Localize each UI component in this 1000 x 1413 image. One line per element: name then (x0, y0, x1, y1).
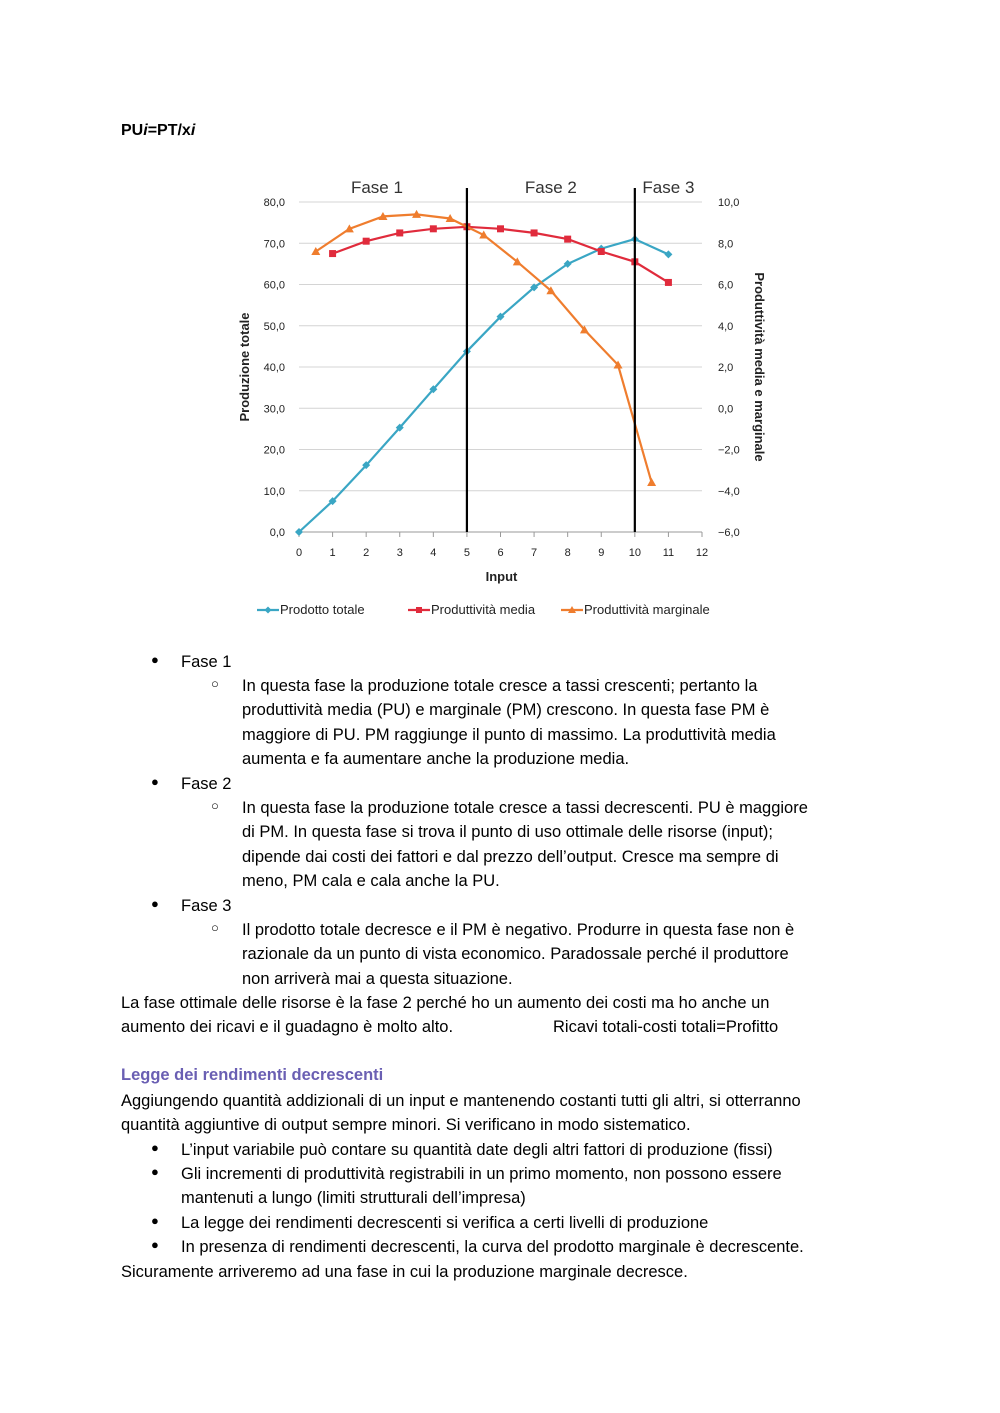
x-tick-label: 8 (564, 547, 571, 559)
y-left-tick-label: 10,0 (263, 485, 285, 498)
phase-1-line-2: produttività media (PU) e marginale (PM) crescono. In questa fase PM è (242, 701, 770, 719)
x-tick-label: 1 (329, 547, 336, 559)
phase-2-line-4: meno, PM cala e cala anche la PU. (242, 872, 500, 890)
circle-bullet-icon: ○ (211, 798, 219, 813)
x-tick-label: 9 (598, 547, 605, 559)
data-point (665, 279, 672, 286)
x-tick-label: 12 (695, 547, 709, 559)
y-left-tick-label: 40,0 (263, 362, 285, 374)
conclusion-line-2: aumento dei ricavi e il guadagno è molto alto. (121, 1018, 454, 1036)
phase-label: Fase 1 (350, 178, 403, 197)
y-left-tick-label: 30,0 (263, 403, 285, 416)
phase-3-title: Fase 3 (181, 897, 232, 915)
bullet-icon: ● (151, 1164, 159, 1179)
x-tick-label: 7 (531, 547, 538, 559)
y-right-tick-label: 0,0 (718, 403, 734, 416)
x-tick-label: 5 (463, 547, 470, 559)
phase-3-line-3: non arriverà mai a questa situazione. (242, 970, 513, 988)
phase-1-line-4: aumenta e fa aumentare anche la produzione media. (242, 750, 630, 768)
phase-1-title: Fase 1 (181, 653, 232, 671)
x-tick-label: 10 (628, 547, 641, 559)
y-left-axis-title: Produzione totale (237, 312, 252, 422)
y-left-tick-label: 0,0 (269, 527, 285, 539)
profit-formula: Ricavi totali-costi totali=Profitto (553, 1018, 779, 1036)
x-tick-label: 4 (430, 547, 437, 559)
y-right-tick-label: 10,0 (718, 197, 740, 209)
legge-bullet-2-line-1: Gli incrementi di produttività registrabili in un primo momento, non possono essere (181, 1165, 782, 1183)
series-line-1 (299, 239, 668, 532)
legge-bullet-4: In presenza di rendimenti decrescenti, la curva del prodotto marginale è decrescente. (181, 1238, 804, 1256)
legge-intro-1: Aggiungendo quantità addizionali di un input e mantenendo costanti tutti gli altri, si otterranno (121, 1092, 801, 1110)
x-tick-label: 0 (295, 547, 303, 559)
y-left-tick-label: 50,0 (263, 320, 285, 333)
legge-intro-2: quantità aggiuntive di output sempre minori. Si verificano in modo sistematico. (121, 1116, 691, 1134)
production-phases-chart (225, 170, 785, 630)
data-point (396, 229, 403, 236)
y-left-tick-label: 20,0 (263, 444, 285, 457)
phase-1-line-3: maggiore di PU. PM raggiunge il punto di massimo. La produttività media (242, 726, 776, 744)
bullet-icon: ● (151, 774, 159, 789)
legend-label: Produttività marginale (584, 602, 710, 617)
x-tick-label: 6 (497, 547, 504, 559)
y-right-tick-label: 4,0 (718, 320, 734, 333)
y-right-tick-label: −4,0 (718, 485, 740, 498)
bullet-icon: ● (151, 896, 159, 911)
phase-3-line-2: razionale da un punto di vista economico. Paradossale perché il produttore (242, 945, 789, 963)
legend-label: Produttività media (431, 602, 536, 617)
bullet-icon: ● (151, 1213, 159, 1228)
data-point (598, 248, 605, 255)
circle-bullet-icon: ○ (211, 676, 219, 691)
y-left-tick-label: 70,0 (263, 238, 285, 251)
y-right-tick-label: −6,0 (718, 527, 740, 539)
y-right-axis-title: Produttività media e marginale (752, 272, 767, 462)
series-line-2 (333, 227, 669, 283)
legend-marker (265, 607, 272, 614)
phase-2-title: Fase 2 (181, 775, 232, 793)
data-point (497, 225, 504, 232)
phase-2-line-2: di PM. In questa fase si trova il punto di uso ottimale delle risorse (input); (242, 823, 774, 841)
bullet-icon: ● (151, 1237, 159, 1252)
x-tick-label: 3 (396, 547, 403, 559)
x-axis-title: Input (485, 569, 518, 584)
phase-3-line-1: Il prodotto totale decresce e il PM è negativo. Produrre in questa fase non è (242, 921, 795, 939)
y-left-tick-label: 80,0 (263, 197, 285, 209)
y-right-tick-label: 6,0 (718, 279, 734, 292)
formula-pu: PUi=PT/xi (121, 122, 196, 139)
data-point (363, 238, 370, 245)
data-point (329, 250, 336, 257)
phase-2-line-1: In questa fase la produzione totale cresce a tassi decrescenti. PU è maggiore (242, 799, 808, 817)
data-point (531, 229, 538, 236)
data-point (664, 250, 672, 258)
phase-label: Fase 2 (524, 178, 577, 197)
phase-label: Fase 3 (642, 178, 695, 197)
bullet-icon: ● (151, 1140, 159, 1155)
legge-bullet-3: La legge dei rendimenti decrescenti si verifica a certi livelli di produzione (181, 1214, 709, 1232)
phase-1-line-1: In questa fase la produzione totale cresce a tassi crescenti; pertanto la (242, 677, 758, 695)
y-right-tick-label: 2,0 (718, 362, 734, 374)
legge-closing: Sicuramente arriveremo ad una fase in cui la produzione marginale decresce. (121, 1263, 688, 1281)
y-left-tick-label: 60,0 (263, 279, 285, 292)
y-right-tick-label: −2,0 (718, 444, 740, 457)
legge-bullet-2-line-2: mantenuti a lungo (limiti strutturali dell’impresa) (181, 1189, 526, 1207)
x-tick-label: 11 (662, 547, 675, 559)
phase-2-line-3: dipende dai costi dei fattori e dal prezzo dell’output. Cresce ma sempre di (242, 848, 779, 866)
legend-label: Prodotto totale (280, 602, 365, 617)
section-heading: Legge dei rendimenti decrescenti (121, 1066, 384, 1084)
y-right-tick-label: 8,0 (718, 238, 734, 251)
bullet-icon: ● (151, 652, 159, 667)
data-point (430, 225, 437, 232)
legend-marker (416, 607, 422, 613)
legge-bullet-1: L’input variabile può contare su quantità date degli altri fattori di produzione (fissi) (181, 1141, 773, 1159)
conclusion-line-1: La fase ottimale delle risorse è la fase 2 perché ho un aumento dei costi ma ho anche un (121, 994, 770, 1012)
circle-bullet-icon: ○ (211, 920, 219, 935)
data-point (647, 478, 656, 486)
data-point (564, 236, 571, 243)
x-tick-label: 2 (363, 547, 370, 559)
